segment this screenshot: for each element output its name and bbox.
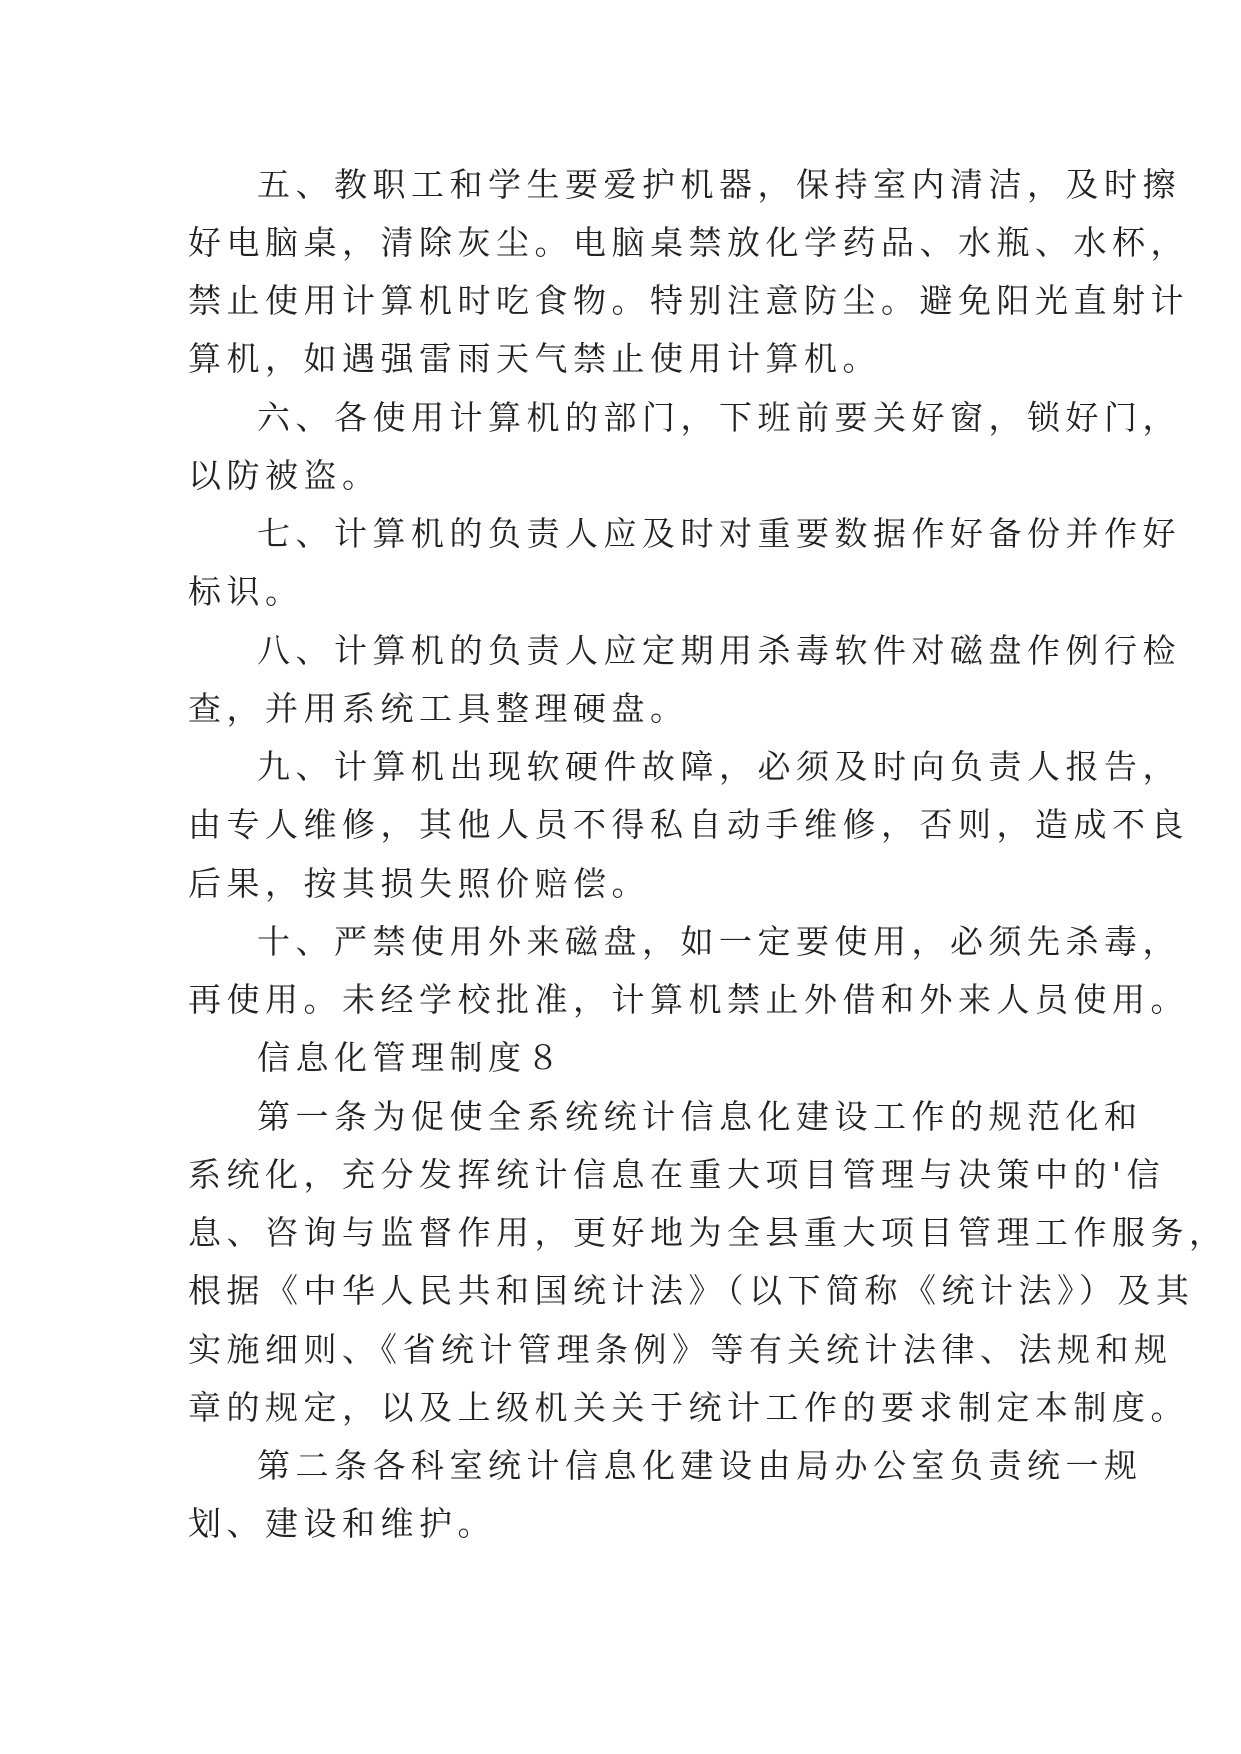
text-line: 后果，按其损失照价赔偿。 bbox=[188, 864, 650, 903]
text-line: 十、严禁使用外来磁盘，如一定要使用，必须先杀毒， bbox=[257, 922, 1181, 961]
text-line: 六、各使用计算机的部门，下班前要关好窗，锁好门， bbox=[257, 398, 1181, 437]
text-line: 再使用。未经学校批准，计算机禁止外借和外来人员使用。 bbox=[188, 980, 1189, 1019]
text-line: 以防被盗。 bbox=[188, 456, 381, 495]
text-line: 由专人维修，其他人员不得私自动手维修，否则，造成不良 bbox=[188, 805, 1189, 844]
text-line: 划、建设和维护。 bbox=[188, 1504, 496, 1543]
text-line: 好电脑桌，清除灰尘。电脑桌禁放化学药品、水瓶、水杯， bbox=[188, 223, 1189, 262]
text-line: 禁止使用计算机时吃食物。特别注意防尘。避免阳光直射计 bbox=[188, 281, 1189, 320]
text-line: 章的规定，以及上级机关关于统计工作的要求制定本制度。 bbox=[188, 1388, 1189, 1427]
text-line: 七、计算机的负责人应及时对重要数据作好备份并作好 bbox=[257, 514, 1181, 553]
text-line: 算机，如遇强雷雨天气禁止使用计算机。 bbox=[188, 339, 881, 378]
text-line: 九、计算机出现软硬件故障，必须及时向负责人报告， bbox=[257, 747, 1181, 786]
text-line: 标识。 bbox=[188, 572, 304, 611]
text-line: 第二条各科室统计信息化建设由局办公室负责统一规 bbox=[257, 1446, 1143, 1485]
section-heading: 信息化管理制度８ bbox=[257, 1038, 565, 1077]
text-line: 八、计算机的负责人应定期用杀毒软件对磁盘作例行检 bbox=[257, 631, 1181, 670]
text-line: 根据《中华人民共和国统计法》（以下简称《统计法》）及其 bbox=[188, 1271, 1195, 1310]
text-line: 第一条为促使全系统统计信息化建设工作的规范化和 bbox=[257, 1097, 1143, 1136]
text-line: 系统化，充分发挥统计信息在重大项目管理与决策中的'信 bbox=[188, 1155, 1166, 1194]
text-line: 息、咨询与监督作用，更好地为全县重大项目管理工作服务， bbox=[188, 1213, 1228, 1252]
text-line: 查，并用系统工具整理硬盘。 bbox=[188, 689, 689, 728]
text-line: 五、教职工和学生要爱护机器，保持室内清洁，及时擦 bbox=[257, 165, 1181, 204]
text-line: 实施细则、《省统计管理条例》等有关统计法律、法规和规 bbox=[188, 1330, 1173, 1369]
